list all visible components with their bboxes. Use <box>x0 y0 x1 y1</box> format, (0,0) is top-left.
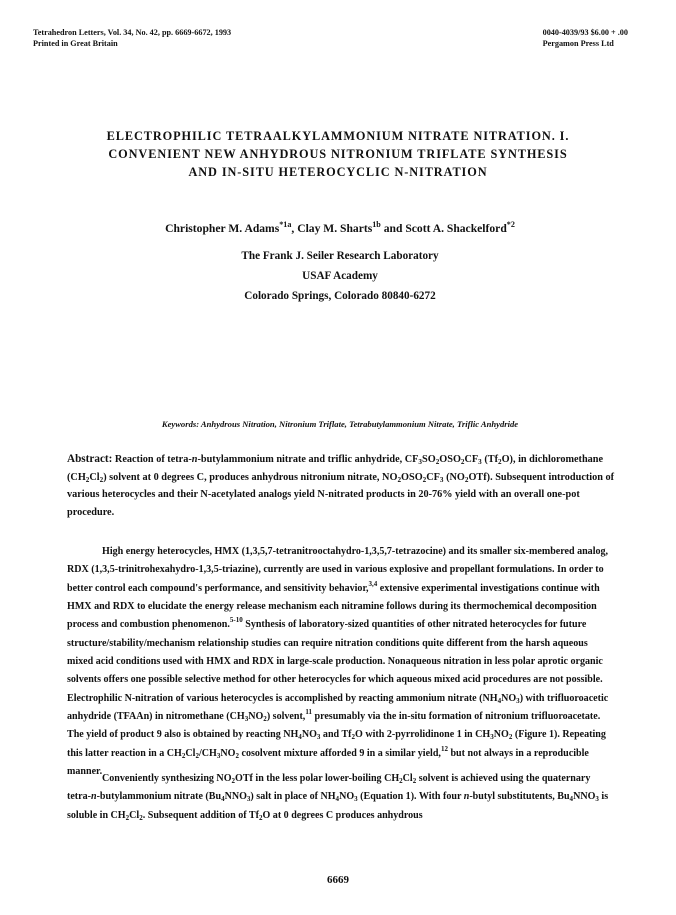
subscript: 3 <box>316 733 321 742</box>
text: ) salt in place of NH <box>250 791 336 803</box>
publisher: Pergamon Press Ltd <box>542 39 614 48</box>
text: Reaction of tetra- <box>112 454 192 465</box>
subscript: 2 <box>195 751 199 760</box>
subscript: 2 <box>181 751 186 760</box>
subscript: 2 <box>139 813 143 822</box>
text: /CH <box>198 747 217 759</box>
author-mark: *1a <box>279 220 292 229</box>
text: also is obtained by reacting NH <box>161 729 299 741</box>
title-line: CONVENIENT NEW ANHYDROUS NITRONIUM TRIFLATE SYNTHESIS <box>108 147 568 161</box>
title-line: ELECTROPHILIC TETRAALKYLAMMONIUM NITRATE NITRATION. I. <box>106 129 570 143</box>
printed-in: Printed in Great Britain <box>33 39 118 48</box>
subscript: 2 <box>85 475 90 484</box>
text: High energy heterocycles, HMX (1,3,5,7-tetranitrooctahydro-1,3,5,7-tetrazocine) and its smaller six-membered analog, RDX (1,3,5-trinitrohexahydro-1,3,5-triazine), currently are used in various explosive and propellant formulations. In order to better control each compound's performance, and sensitivity behavior, <box>67 546 609 594</box>
affiliation-line: Colorado Springs, Colorado 80840-6272 <box>244 290 436 302</box>
subscript: 2 <box>99 475 104 484</box>
text: -butyl substitutents, Bu <box>469 791 570 803</box>
subscript: 4 <box>335 795 340 804</box>
text: OTf in the less polar lower-boiling CH <box>235 773 400 784</box>
affiliation <box>40 246 640 306</box>
subscript: 3 <box>595 795 599 804</box>
text: (NO <box>443 471 465 483</box>
subscript: 3 <box>439 475 444 484</box>
text: OSO <box>401 471 423 483</box>
author-name: Christopher M. Adams <box>165 222 280 235</box>
subscript: 2 <box>412 777 417 785</box>
title-line: AND IN-SITU HETEROCYCLIC N-NITRATION <box>188 165 488 179</box>
text: in CH <box>461 729 491 741</box>
subscript: 2 <box>399 777 403 785</box>
subscript: 4 <box>298 733 302 742</box>
text: (Figure 1). Repeating this latter reaction in a CH <box>67 729 606 759</box>
text: SO <box>422 454 436 465</box>
subscript: 4 <box>497 696 502 705</box>
subscript: 3 <box>490 733 494 742</box>
text: O), in dichloromethane (CH <box>67 454 604 483</box>
text: O with 2-pyrrolidinone <box>355 729 457 741</box>
text: Synthesis of laboratory-sized quantities of other nitrated heterocycles for future structure/stability/mechanism relationship studies can require nitration conditions quite different from the harsh aqueous mixed acid conditions used with HMX and RDX in large-scale production. Nonaqueous nitration in less polar aprotic organic solvents offers one possible selective method for other heterocycles for which aqueous mixed acid procedures are not possible. Electrophilic N-nitration of various heterocycles is accomplished by reacting ammonium nitrate (NH <box>67 619 603 704</box>
text: NO <box>220 747 236 759</box>
text: n <box>90 791 97 803</box>
abstract-label: Abstract: <box>67 453 113 465</box>
author-name: Scott A. Shackelford <box>405 222 507 235</box>
subscript: 2 <box>435 458 440 466</box>
text: extensive experimental investigations continue with HMX and RDX to elucidate the energy release mechanism each nitramine follows during its thermochemical decomposition process and combustion phenomenon. <box>67 582 600 631</box>
text: ) solvent, <box>266 711 306 723</box>
body-paragraph <box>67 543 615 781</box>
author-list <box>40 221 640 237</box>
journal-citation: Tetrahedron Letters, Vol. 34, No. 42, pp. 6669-6672, 1993 <box>33 28 232 37</box>
affiliation-line: USAF Academy <box>302 270 378 282</box>
keywords: Keywords: Anhydrous Nitration, Nitronium Triflate, Tetrabutylammonium Nitrate, Triflic Anhydride <box>161 419 519 429</box>
subscript: 4 <box>569 795 574 804</box>
subscript: 3 <box>418 458 422 466</box>
text: Conveniently synthesizing NO <box>102 773 232 784</box>
text: ) solvent at 0 degrees C, produces anhydrous nitronium nitrate, NO <box>103 471 398 483</box>
text: presumably via the in-situ formation of nitronium trifluoroacetate. The yield of product <box>67 711 601 741</box>
text: NO <box>248 711 264 723</box>
subscript: 4 <box>221 795 225 804</box>
text: OTf). Subsequent introduction of various heterocycles and their N-acetylated analogs yield N-nitrated products in 20-76% yield with an overall one-pot procedure. <box>67 471 615 518</box>
compound-number: 1 <box>456 729 462 741</box>
text: -butylammonium nitrate and triflic anhydride, CF <box>197 454 419 465</box>
text: . Subsequent addition of Tf <box>142 809 259 821</box>
text: NO <box>501 692 517 704</box>
abstract <box>67 451 615 521</box>
affiliation-line: The Frank J. Seiler Research Laboratory <box>241 250 439 262</box>
subscript: 2 <box>258 813 263 822</box>
paper-title <box>60 127 616 181</box>
text: (Tf <box>481 454 498 465</box>
author-mark: *2 <box>506 220 515 229</box>
text: but not always in a reproducible manner. <box>67 747 589 778</box>
running-header-right <box>543 27 628 49</box>
text: solvent is achieved using the quaternary tetra- <box>67 773 591 803</box>
subscript: 3 <box>354 795 358 804</box>
subscript: 2 <box>231 777 236 785</box>
text: NO <box>301 729 317 741</box>
running-header-left <box>33 27 231 49</box>
compound-number: 9 <box>156 729 162 741</box>
subscript: 2 <box>460 458 465 466</box>
subscript: 2 <box>497 458 502 466</box>
text: Cl <box>402 773 413 784</box>
citation: 12 <box>440 744 448 753</box>
text: OSO <box>439 454 461 465</box>
author-mark: 1b <box>372 220 381 229</box>
text: ) with trifluoroacetic anhydride (TFAAn) in nitromethane (CH <box>67 692 609 723</box>
text: cosolvent mixture afforded <box>238 747 360 759</box>
subscript: 3 <box>478 458 482 466</box>
subscript: 3 <box>216 751 221 760</box>
text: NO <box>339 791 355 803</box>
subscript: 3 <box>246 795 251 804</box>
text: NNO <box>224 791 247 803</box>
separator: and <box>380 222 406 235</box>
subscript: 3 <box>516 696 520 705</box>
subscript: 2 <box>397 475 402 484</box>
text: and Tf <box>320 729 352 741</box>
text: CF <box>464 454 479 465</box>
subscript: 2 <box>125 813 130 822</box>
page-number: 6669 <box>327 874 349 886</box>
text: in a similar yield, <box>364 747 441 759</box>
subscript: 2 <box>351 733 356 742</box>
text: n <box>191 454 198 465</box>
text: O at 0 degrees C produces anhydrous <box>262 809 423 821</box>
citation: 11 <box>305 708 312 717</box>
text: -butylammonium nitrate (Bu <box>96 791 222 803</box>
text: Cl <box>185 747 196 759</box>
text: is soluble in CH <box>67 791 609 821</box>
text: n <box>463 791 470 803</box>
subscript: 3 <box>244 715 249 724</box>
text: (Equation 1). With four <box>357 791 464 803</box>
compound-number: 9 <box>359 747 365 759</box>
body-paragraph <box>67 770 615 825</box>
text: CF <box>426 471 440 483</box>
separator: , <box>291 222 298 235</box>
subscript: 2 <box>422 475 427 484</box>
subscript: 2 <box>508 733 513 742</box>
subscript: 2 <box>235 751 239 760</box>
text: Cl <box>129 809 140 821</box>
author-name: Clay M. Sharts <box>297 222 373 235</box>
text: NNO <box>573 791 596 803</box>
citation: 5-10 <box>229 616 243 625</box>
citation: 3,4 <box>368 579 378 588</box>
text: Cl <box>89 471 100 483</box>
price-code: 0040-4039/93 $6.00 + .00 <box>542 28 628 37</box>
subscript: 2 <box>263 715 267 724</box>
text: NO <box>493 729 509 741</box>
subscript: 2 <box>464 475 469 484</box>
